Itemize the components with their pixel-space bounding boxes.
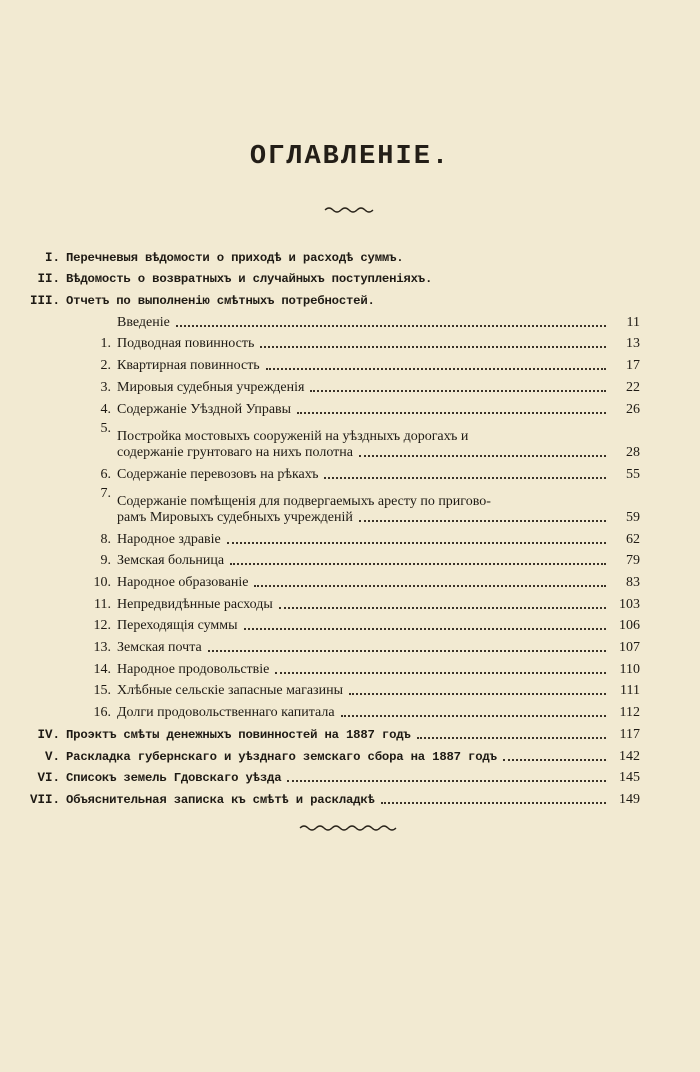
entry-number: 16. — [93, 705, 111, 721]
entry-label: Народное здравіе — [117, 531, 221, 547]
dot-leader — [417, 736, 606, 739]
dot-leader — [275, 671, 606, 674]
entry-page: 59 — [626, 509, 640, 525]
entry-page: 11 — [626, 314, 640, 330]
entry-label-line2-wrap — [117, 445, 610, 461]
entry-label-line2: рамъ Мировыхъ судебныхъ учрежденій — [117, 509, 353, 525]
dot-leader — [266, 367, 606, 370]
entry-label-wrap — [117, 597, 610, 613]
dot-leader — [208, 649, 606, 652]
entry-label: Объяснительная записка къ смѣтѣ и раскладкѣ — [66, 792, 375, 807]
toc-entry[interactable] — [30, 483, 640, 526]
entry-number: 8. — [100, 531, 111, 547]
entry-number: I. — [44, 250, 60, 265]
entry-label-line1: Содержаніе помѣщенія для подвергаемыхъ аресту по пригово- — [117, 493, 491, 509]
entry-page: 111 — [620, 683, 640, 699]
entry-number: 12. — [93, 618, 111, 634]
toc-entry[interactable] — [30, 352, 640, 374]
entry-page: 106 — [619, 618, 640, 634]
entry-label-wrap — [117, 494, 610, 526]
entry-page: 62 — [626, 531, 640, 547]
entry-label: Непредвидѣнные расходы — [117, 596, 273, 612]
toc-entry[interactable] — [30, 309, 640, 331]
entry-number: II. — [37, 272, 60, 287]
toc-entry[interactable] — [30, 374, 640, 396]
entry-number: 6. — [100, 466, 111, 482]
entry-number: 9. — [100, 553, 111, 569]
entry-label-wrap — [66, 293, 640, 309]
entry-label: Раскладка губернскаго и уѣзднаго земскаго сбора на 1887 годъ — [66, 749, 497, 764]
entry-page: 145 — [619, 770, 640, 786]
toc-entry[interactable] — [30, 331, 640, 353]
dot-leader — [227, 541, 606, 544]
entry-number: VI. — [37, 771, 60, 786]
entry-page: 83 — [626, 575, 640, 591]
entry-label-wrap — [66, 792, 610, 808]
entry-label-wrap — [117, 618, 610, 634]
entry-label-wrap — [117, 358, 610, 374]
toc-entry[interactable] — [30, 786, 640, 808]
entry-label: Перечневыя вѣдомости о приходѣ и расходѣ суммъ. — [66, 250, 404, 265]
toc-entry[interactable] — [30, 526, 640, 548]
entry-page: 112 — [619, 705, 640, 721]
entry-page: 110 — [619, 661, 640, 677]
entry-number: 7. — [100, 485, 111, 501]
entry-label: Введеніе — [117, 314, 170, 330]
dot-leader — [381, 801, 606, 804]
dot-leader — [260, 345, 606, 348]
toc-entry[interactable] — [30, 244, 640, 266]
entry-label-wrap — [117, 402, 610, 418]
entry-label: Народное продовольствіе — [117, 661, 270, 677]
entry-label: Подводная повинность — [117, 336, 255, 352]
entry-page: 149 — [619, 791, 640, 807]
dot-leader — [359, 454, 606, 457]
entry-label-wrap — [117, 467, 610, 483]
toc-entry[interactable] — [30, 396, 640, 418]
dot-leader — [297, 411, 606, 414]
entry-number: III. — [30, 294, 61, 309]
dot-leader — [176, 324, 606, 327]
entry-label-wrap — [66, 727, 610, 743]
entry-number: IV. — [37, 727, 60, 742]
entry-number: 5. — [100, 420, 111, 436]
toc-entry[interactable] — [30, 656, 640, 678]
dot-leader — [244, 627, 606, 630]
entry-page: 22 — [626, 379, 640, 395]
entry-label-line2-wrap — [117, 510, 610, 526]
entry-label-wrap — [117, 575, 610, 591]
entry-label: Мировыя судебныя учрежденія — [117, 379, 305, 395]
entry-page: 117 — [619, 726, 640, 742]
table-of-contents — [30, 244, 640, 808]
entry-label: Земская почта — [117, 640, 202, 656]
entry-number: 1. — [100, 336, 111, 352]
entry-label: Народное образованіе — [117, 575, 249, 591]
entry-label: Содержаніе перевозовъ на рѣкахъ — [117, 466, 319, 482]
toc-entry[interactable] — [30, 678, 640, 700]
entry-label-wrap — [117, 640, 610, 656]
entry-label: Квартирная повинность — [117, 358, 260, 374]
toc-entry[interactable] — [30, 266, 640, 288]
entry-label-wrap — [66, 250, 640, 266]
dot-leader — [230, 562, 606, 565]
entry-page: 79 — [626, 553, 640, 569]
entry-page: 103 — [619, 596, 640, 612]
entry-number: 10. — [93, 575, 111, 591]
entry-page: 17 — [626, 358, 640, 374]
entry-number: 14. — [93, 661, 111, 677]
toc-entry[interactable] — [30, 634, 640, 656]
dot-leader — [310, 389, 606, 392]
dot-leader — [349, 692, 606, 695]
entry-label: Переходящія суммы — [117, 618, 238, 634]
toc-entry[interactable] — [30, 591, 640, 613]
entry-label: Земская больница — [117, 553, 225, 569]
entry-page: 142 — [619, 748, 640, 764]
entry-number: 3. — [100, 379, 111, 395]
entry-label-wrap — [117, 705, 610, 721]
toc-entry[interactable] — [30, 461, 640, 483]
entry-number: 11. — [94, 596, 111, 612]
toc-entry[interactable] — [30, 721, 640, 743]
entry-label: Содержаніе Уѣздной Управы — [117, 401, 292, 417]
toc-entry[interactable] — [30, 548, 640, 570]
dot-leader — [279, 606, 606, 609]
dot-leader — [324, 476, 606, 479]
entry-label-wrap — [117, 336, 610, 352]
entry-label-wrap — [117, 683, 610, 699]
toc-entry[interactable] — [30, 287, 640, 309]
entry-number: 15. — [93, 683, 111, 699]
entry-label: Проэктъ смѣты денежныхъ повинностей на 1887 годъ — [66, 727, 411, 742]
toc-entry[interactable] — [30, 613, 640, 635]
toc-entry[interactable] — [30, 765, 640, 787]
entry-label-line1: Постройка мостовыхъ сооруженій на уѣздныхъ дорогахъ и — [117, 428, 469, 444]
entry-label: Отчетъ по выполненію смѣтныхъ потребностей. — [66, 294, 375, 309]
toc-entry[interactable] — [30, 743, 640, 765]
entry-label-wrap — [66, 770, 610, 786]
entry-label-wrap — [117, 380, 610, 396]
entry-page: 28 — [626, 444, 640, 460]
top-ornament — [0, 203, 700, 221]
entry-label-wrap — [117, 429, 610, 461]
entry-label: Хлѣбные сельскіе запасные магазины — [117, 683, 343, 699]
dot-leader — [341, 714, 606, 717]
entry-page: 13 — [626, 336, 640, 352]
dot-leader — [359, 519, 606, 522]
entry-page: 107 — [619, 640, 640, 656]
toc-entry[interactable] — [30, 418, 640, 461]
dot-leader — [254, 584, 606, 587]
toc-entry[interactable] — [30, 699, 640, 721]
entry-label: Списокъ земель Гдовскаго уѣзда — [66, 771, 282, 786]
entry-label-wrap — [66, 271, 640, 287]
entry-page: 55 — [626, 466, 640, 482]
entry-label: Вѣдомость о возвратныхъ и случайныхъ поступленіяхъ. — [66, 272, 433, 287]
entry-label-wrap — [117, 315, 610, 331]
entry-number: 2. — [100, 358, 111, 374]
entry-label-wrap — [117, 532, 610, 548]
page-title: ОГЛАВЛЕНІЕ. — [249, 142, 451, 172]
entry-label-wrap — [117, 662, 610, 678]
entry-number: 13. — [93, 640, 111, 656]
entry-number: 4. — [100, 401, 111, 417]
entry-label-wrap — [66, 749, 610, 765]
entry-label: Долги продовольственнаго капитала — [117, 705, 335, 721]
dot-leader — [503, 758, 606, 761]
entry-label-wrap — [117, 553, 610, 569]
entry-number: V. — [44, 749, 60, 764]
entry-page: 26 — [626, 401, 640, 417]
entry-number: VII. — [30, 792, 61, 807]
toc-entry[interactable] — [30, 569, 640, 591]
entry-label-line2: содержаніе грунтоваго на нихъ полотна — [117, 444, 353, 460]
bottom-ornament — [0, 821, 700, 839]
dot-leader — [287, 779, 606, 782]
